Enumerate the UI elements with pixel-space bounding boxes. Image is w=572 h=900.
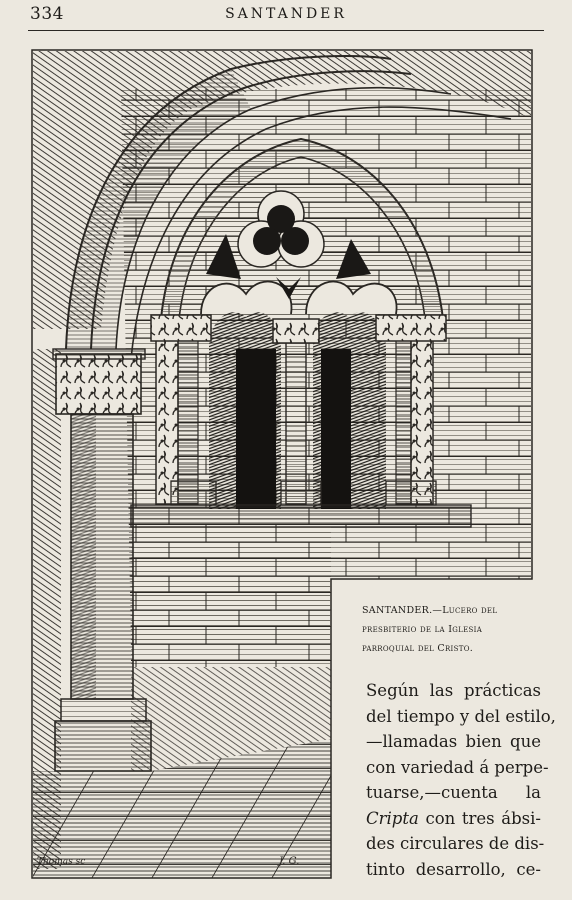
text-line: tuarse,—cuenta la	[366, 783, 541, 802]
caption-lead: SANTANDER.—	[362, 605, 443, 616]
text-line-italic	[366, 806, 541, 832]
text-line: Según las prácticas	[366, 681, 541, 700]
text-line-tail: con tres ábsi-	[418, 808, 541, 828]
text-line: con variedad á perpe-	[366, 757, 549, 777]
engraver-signature: Thomas sc	[37, 857, 86, 867]
artist-monogram: J. G.	[279, 856, 300, 867]
text-line: del tiempo y del estilo,	[366, 706, 556, 726]
text-line: —llamadas bien que	[366, 732, 541, 751]
text-line: des circulares de dis-	[366, 834, 545, 853]
figure-caption	[362, 601, 532, 658]
caption-text: Lucero del presbiterio de la Iglesia parroquial del Cristo.	[362, 605, 498, 654]
body-paragraph	[366, 678, 556, 882]
text-line: tinto desarrollo, ce-	[366, 859, 541, 879]
page-number: 334	[30, 4, 64, 24]
header-rule	[28, 30, 544, 31]
running-head: SANTANDER	[225, 6, 347, 22]
italic-word: Cripta	[366, 808, 419, 828]
